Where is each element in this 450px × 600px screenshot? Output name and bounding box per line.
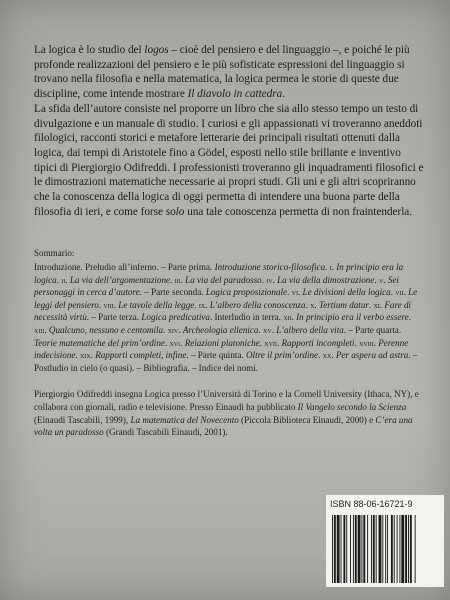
italic-text: La via della dimostrazione (277, 274, 375, 285)
barcode-bar (415, 515, 416, 583)
barcode-bar (387, 515, 388, 583)
roman-numeral: i. (329, 262, 334, 273)
isbn-number: ISBN 88-06-16721-9 (330, 499, 413, 509)
roman-numeral: xvii. (264, 337, 280, 348)
italic-text: La via dell’argomentazione (69, 274, 171, 285)
italic-text: La matematica del Novecento (130, 414, 239, 425)
roman-numeral: vii. (395, 287, 406, 298)
blurb-paragraph-2: La sfida dell’autore consiste nel proporre un libro che sia allo stesso tempo un testo di divulgazione e un manuale di studio. I curiosi e gli appassionati vi troveranno aneddoti filologici, racconti storici e metafore letterarie dei principali risultati ottenuti dalla logica, dai tempi di Aristotele fino a Gödel, esposti nello stile brillante e inventivo tipici di Piergiorgio Odifreddi. I professionisti troveranno gli inquadramenti filosofici e le dimostrazioni matematiche necessarie ai propri studi. Gli uni e gli altri scopriranno che la conoscenza della logica di oggi permetta di intendere una buona parte della filosofia di ieri, e come forse solo una tale conoscenza permetta di non fraintenderla. (34, 102, 424, 218)
italic-text: Le leggi del pensiero (34, 287, 418, 310)
roman-numeral: xix. (79, 350, 93, 361)
barcode-bar (355, 515, 357, 583)
barcode-bar (346, 515, 347, 583)
italic-text: Tertium datur (318, 299, 369, 310)
contents-body: Introduzione. Preludio all’inferno. – Parte prima. Introduzione storico-filosofica. i. In principio era la logica. ii. La via dell’argomentazione. iii. La via del paradosso. iv. La via della dimostrazione. v. Sei personaggi in cerca d’autore. – Parte seconda. Logica proposizionale. vi. Le divisioni della logica. vii. Le leggi del pensiero. viii. Le tavole della legge. ix. L’albero della conoscenza. x. Tertium datur. xi. Fare di necessità virtù. – Parte terza. Logica predicativa. Interludio in terra. xii. In principio era il verbo essere. xiii. Qualcuno, nessuno e centomila. xiv. Archeologia ellenica. xv. L’albero della vita. – Parte quarta. Teorie matematiche del prim’ordine. xvi. Relazioni platoniche. xvii. Rapporti incompleti. xviii. Perenne indecisione. xix. Rapporti completi, infine. – Parte quinta. Oltre il prim’ordine. xx. Per aspera ad astra. – Postludio in cielo (o quasi). – Bibliografia. – Indice dei nomi. (34, 262, 418, 373)
cover-text (34, 43, 424, 439)
roman-numeral: x. (310, 299, 317, 310)
italic-text: Teorie matematiche del prim’ordine (34, 337, 165, 348)
barcode-bar (379, 515, 382, 583)
table-of-contents (34, 247, 424, 374)
author-bio-text: Piergiorgio Odifreddi insegna Logica presso l’Università di Torino e la Cornell University (Ithaca, NY), e collabora con giornali, radio e televisione. Presso Einaudi ha pubblicato Il Vangelo secondo la Scienza (Einaudi Tascabili, 1999), La matematica del Novecento (Piccola Biblioteca Einaudi, 2000) e C’era una volta un paradosso (Grandi Tascabili Einaudi, 2001). (34, 389, 419, 438)
isbn-sticker (326, 495, 444, 587)
barcode-bar (410, 515, 412, 583)
blurb (34, 43, 424, 219)
roman-numeral: xii. (283, 312, 294, 323)
roman-numeral: xx. (322, 350, 334, 361)
barcode-bar (341, 515, 342, 583)
italic-text: Logica predicativa (141, 312, 210, 323)
barcode-bar (358, 515, 361, 583)
italic-text: La via del paradosso (185, 274, 262, 285)
italic-text: logos (144, 44, 169, 56)
barcode (330, 515, 440, 583)
italic-text: Logica proposizionale (205, 287, 288, 298)
italic-text: Le divisioni della logica (302, 287, 391, 298)
barcode-bar (397, 515, 398, 583)
barcode-bar (371, 515, 372, 583)
italic-text: Perenne indecisione (34, 337, 409, 361)
barcode-bar (367, 515, 368, 583)
italic-text: In principio era il verbo essere (296, 312, 409, 323)
barcode-bar (353, 515, 354, 583)
italic-text: Sei personaggi in cerca d’autore (34, 274, 399, 298)
roman-numeral: vi. (291, 287, 301, 298)
italic-text: L’albero della vita (276, 325, 344, 335)
author-bio (34, 388, 424, 438)
italic-text: solo (165, 205, 185, 218)
roman-numeral: v. (378, 274, 386, 285)
barcode-bar (385, 515, 386, 583)
italic-text: Per aspera ad astra (335, 350, 409, 361)
italic-text: Rapporti incompleti (281, 337, 355, 348)
barcode-bar (376, 515, 377, 583)
barcode-bar (373, 515, 375, 583)
roman-numeral: xv. (263, 325, 274, 335)
barcode-bar (394, 515, 395, 583)
italic-text: Archeologia ellenica (182, 325, 259, 335)
italic-text: Oltre il prim’ordine (245, 350, 319, 361)
roman-numeral: ix. (198, 299, 208, 310)
roman-numeral: xviii. (359, 337, 376, 348)
barcode-bar (350, 515, 351, 583)
italic-text: Relazioni platoniche (184, 337, 260, 348)
barcode-bar (399, 515, 400, 583)
barcode-bar (343, 515, 345, 583)
barcode-bar (408, 515, 409, 583)
barcode-bar (382, 515, 383, 583)
roman-numeral: xiii. (34, 325, 47, 335)
barcode-bar (334, 515, 336, 583)
barcode-bar (361, 515, 362, 583)
barcode-bar (332, 515, 333, 583)
blurb-paragraph-1: La logica è lo studio del logos – cioè del pensiero e del linguaggio –, e poiché le più profonde realizzazioni del pensiero e le più sofisticate espressioni del linguaggio si trovano nella filosofia e nella matematica, la logica permea le storie di queste due discipline, come intende mostrare Il diavolo in cattedra. (34, 44, 410, 101)
barcode-bar (363, 515, 365, 583)
roman-numeral: xiv. (167, 325, 181, 335)
italic-text: Introduzione storico-filosofica (214, 262, 326, 273)
italic-text: Rapporti completi, infine (95, 350, 187, 361)
roman-numeral: ii. (61, 274, 68, 285)
italic-text: L’albero della conoscenza (209, 299, 306, 310)
roman-numeral: xvi. (169, 337, 183, 348)
roman-numeral: iv. (266, 274, 275, 285)
italic-text: Qualcuno, nessuno e centomila (48, 325, 164, 335)
italic-text: C’era una volta un paradosso (34, 414, 413, 438)
italic-text: Le tavole della legge (118, 299, 195, 310)
barcode-bar (401, 515, 404, 583)
italic-text: In principio era la logica (34, 262, 404, 285)
barcode-bar (337, 515, 340, 583)
italic-text: Fare di necessità virtù (34, 299, 412, 323)
barcode-bar (405, 515, 407, 583)
italic-text: Il diavolo in cattedra (187, 88, 283, 101)
barcode-bar (391, 515, 393, 583)
italic-text: Il Vangelo secondo la Scienza (297, 401, 407, 412)
contents-heading: Sommario: (34, 248, 75, 259)
roman-numeral: viii. (103, 299, 116, 310)
roman-numeral: xi. (373, 299, 383, 310)
roman-numeral: iii. (174, 274, 183, 285)
